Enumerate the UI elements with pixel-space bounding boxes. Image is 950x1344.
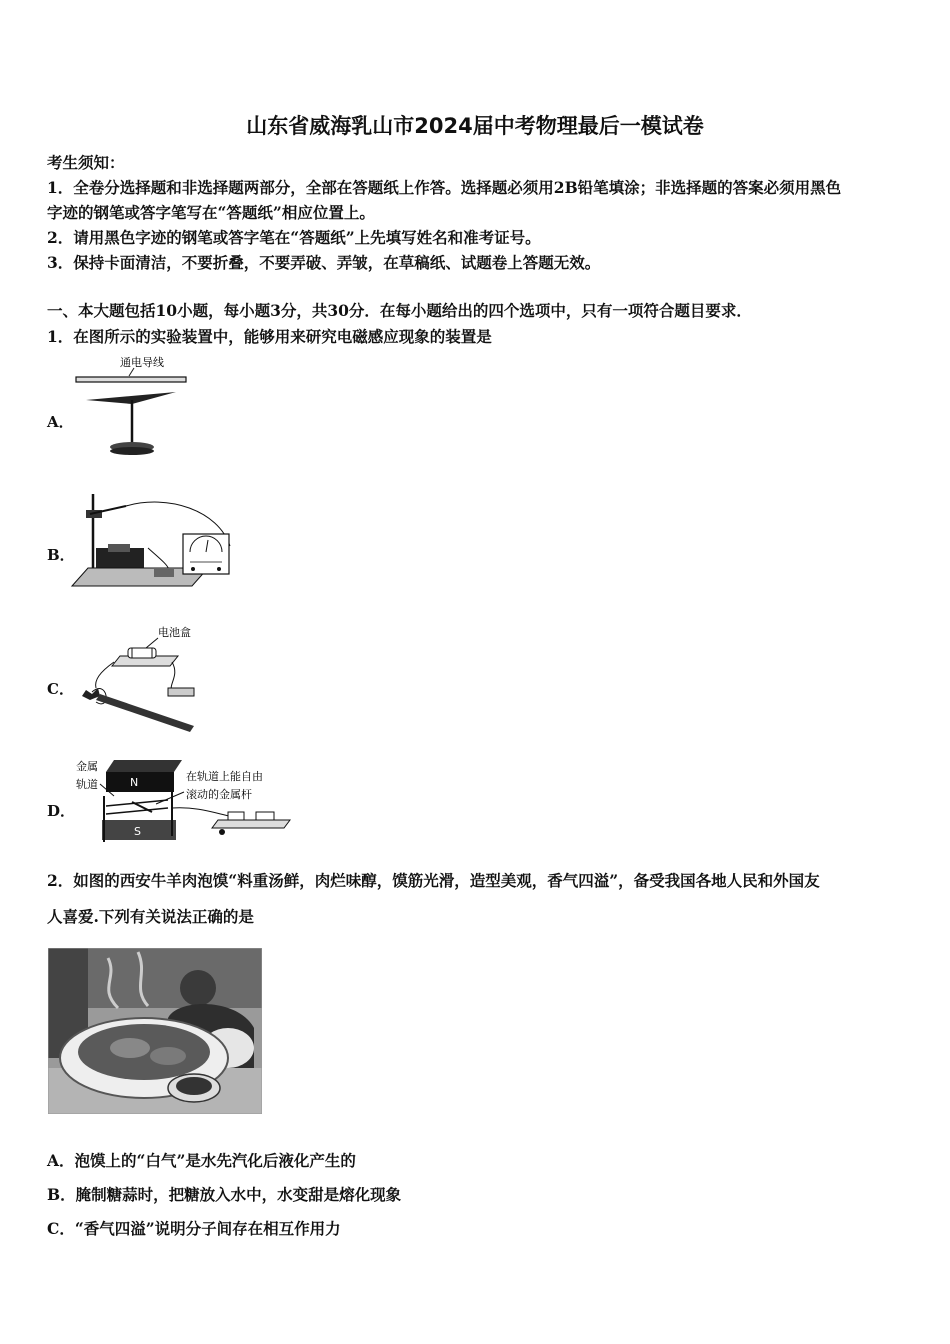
q1-option-b-figure: [68, 486, 238, 598]
question-2-stem-line-2: 人喜爱.下列有关说法正确的是: [47, 907, 254, 926]
question-1-stem: 1．在图所示的实验装置中，能够用来研究电磁感应现象的装置是: [47, 327, 492, 346]
q1-option-a-label: A．: [47, 413, 74, 431]
page-title: 山东省威海乳山市2024届中考物理最后一模试卷: [246, 114, 704, 138]
figure-d-magnet-s: S: [134, 825, 141, 838]
figure-d-rail-label-2: 轨道: [76, 778, 98, 791]
figure-d-rail-label-1: 金属: [76, 760, 98, 773]
figure-a-wire-label: 通电导线: [120, 356, 164, 369]
q1-option-c-label: C．: [47, 680, 74, 698]
q2-paomo-photo: [48, 948, 262, 1114]
q2-option-a: A．泡馍上的“白气”是水先汽化后液化产生的: [47, 1151, 356, 1170]
figure-d-magnet-n: N: [130, 776, 139, 789]
notice-item-2: 2．请用黑色字迹的钢笔或答字笔在“答题纸”上先填写姓名和准考证号。: [47, 228, 541, 247]
q1-option-d-figure: [72, 756, 292, 848]
figure-c-battery-label: 电池盒: [158, 626, 191, 639]
q2-option-c: C．“香气四溢”说明分子间存在相互作用力: [47, 1219, 341, 1238]
notice-item-1: 1．全卷分选择题和非选择题两部分，全部在答题纸上作答。选择题必须用2B铅笔填涂；非选择题的答案必须用黑色: [47, 178, 842, 197]
figure-d-rod-label-2: 滚动的金属杆: [186, 788, 252, 801]
q1-option-d-label: D．: [47, 802, 76, 820]
notice-heading: 考生须知：: [47, 153, 125, 172]
notice-item-3: 3．保持卡面清洁，不要折叠，不要弄破、弄皱，在草稿纸、试题卷上答题无效。: [47, 253, 601, 272]
q1-option-b-label: B．: [47, 546, 75, 564]
question-2-stem-line-1: 2．如图的西安牛羊肉泡馍“料重汤鲜，肉烂味醇，馍筋光滑，造型美观，香气四溢”，备受我国各地人民和外国友: [47, 871, 820, 890]
q1-option-a-figure: [72, 352, 192, 462]
q1-option-c-figure: [72, 622, 202, 740]
notice-item-1-cont: 字迹的钢笔或答字笔写在“答题纸”相应位置上。: [47, 203, 375, 222]
section-heading: 一、本大题包括10小题，每小题3分，共30分．在每小题给出的四个选项中，只有一项符合题目要求．: [47, 301, 752, 320]
figure-d-rod-label-1: 在轨道上能自由: [186, 770, 263, 783]
q2-option-b: B．腌制糖蒜时，把糖放入水中，水变甜是熔化现象: [47, 1185, 402, 1204]
